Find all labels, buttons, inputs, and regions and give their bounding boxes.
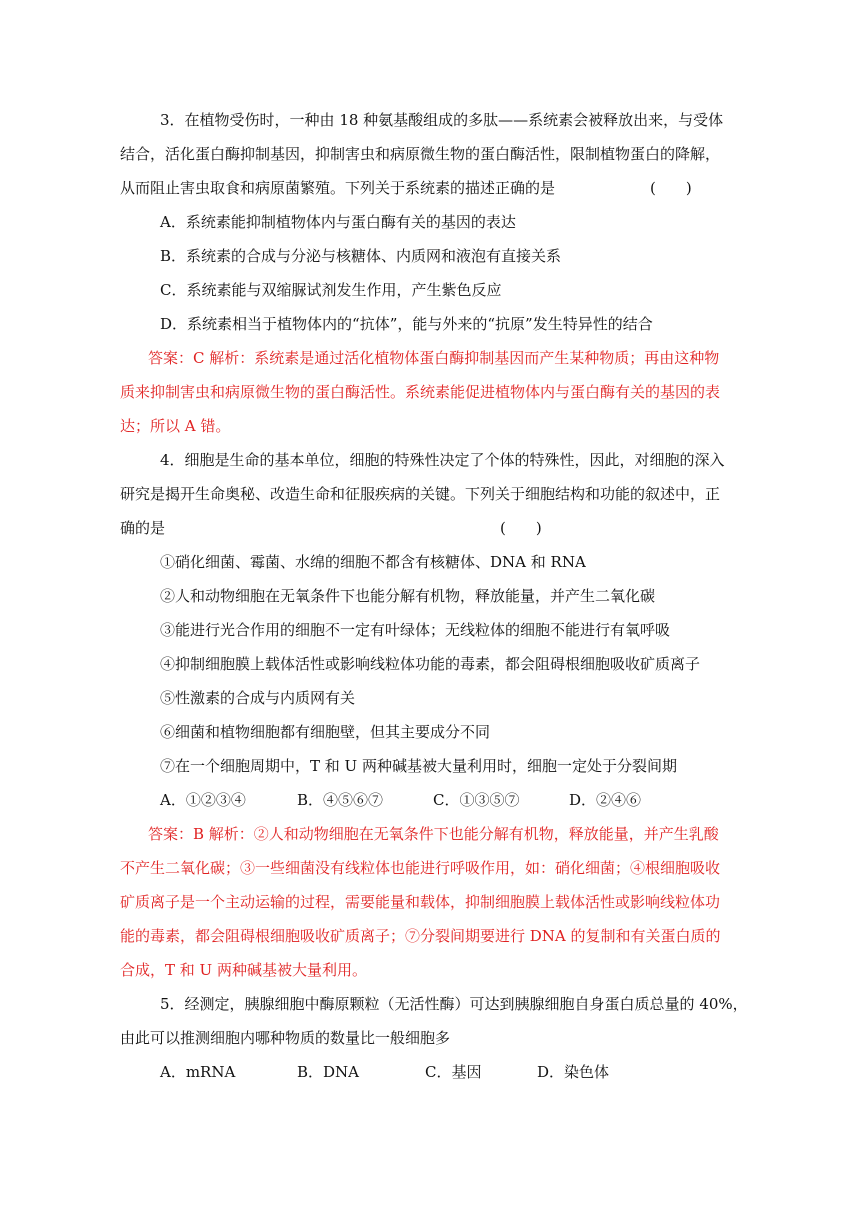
q5-option-d: D．染色体 [537, 1063, 610, 1081]
q3-answer-line-1: 答案：C 解析：系统素是通过活化植物体蛋白酶抑制基因而产生某种物质；再由这种物 [148, 349, 720, 367]
q4-answer-line-1: 答案：B 解析：②人和动物细胞在无氧条件下也能分解有机物，释放能量，并产生乳酸 [148, 825, 719, 843]
q3-option-d: D．系统素相当于植物体内的“抗体”，能与外来的“抗原”发生特异性的结合 [160, 315, 653, 333]
q4-answer-line-3: 矿质离子是一个主动运输的过程，需要能量和载体，抑制细胞膜上载体活性或影响线粒体功 [120, 893, 721, 911]
q5-option-a: A．mRNA [160, 1063, 236, 1081]
q5-option-b: B．DNA [297, 1063, 360, 1081]
q4-line-2: 研究是揭开生命奥秘、改造生命和征服疾病的关键。下列关于细胞结构和功能的叙述中，正 [120, 485, 721, 503]
q3-line-3: 从而阻止害虫取食和病原菌繁殖。下列关于系统素的描述正确的是 [120, 179, 556, 197]
q3-answer-paren: ( ) [650, 179, 692, 197]
q4-answer-paren: ( ) [500, 519, 542, 537]
q4-statement-7: ⑦在一个细胞周期中，T 和 U 两种碱基被大量利用时，细胞一定处于分裂间期 [160, 757, 677, 775]
q4-option-b: B．④⑤⑥⑦ [297, 791, 384, 809]
q4-statement-2: ②人和动物细胞在无氧条件下也能分解有机物，释放能量，并产生二氧化碳 [160, 587, 656, 605]
q5-line-1: 5．经测定，胰腺细胞中酶原颗粒（无活性酶）可达到胰腺细胞自身蛋白质总量的 40%， [160, 995, 748, 1013]
q4-answer-line-2: 不产生二氧化碳；③一些细菌没有线粒体也能进行呼吸作用，如：硝化细菌；④根细胞吸收 [120, 859, 721, 877]
q3-answer-line-2: 质来抑制害虫和病原微生物的蛋白酶活性。系统素能促进植物体内与蛋白酶有关的基因的表 [120, 383, 721, 401]
q5-line-2: 由此可以推测细胞内哪种物质的数量比一般细胞多 [120, 1029, 451, 1047]
q3-option-c: C．系统素能与双缩脲试剂发生作用，产生紫色反应 [160, 281, 502, 299]
q5-option-c: C．基因 [425, 1063, 482, 1081]
q4-option-a: A．①②③④ [160, 791, 246, 809]
q4-answer-line-5: 合成，T 和 U 两种碱基被大量利用。 [120, 961, 367, 979]
q4-statement-3: ③能进行光合作用的细胞不一定有叶绿体；无线粒体的细胞不能进行有氧呼吸 [160, 621, 671, 639]
q4-statement-1: ①硝化细菌、霉菌、水绵的细胞不都含有核糖体、DNA 和 RNA [160, 553, 586, 571]
q3-option-a: A．系统素能抑制植物体内与蛋白酶有关的基因的表达 [160, 213, 516, 231]
q4-statement-5: ⑤性激素的合成与内质网有关 [160, 689, 356, 707]
q3-line-1: 3．在植物受伤时，一种由 18 种氨基酸组成的多肽——系统素会被释放出来，与受体 [160, 111, 724, 129]
q4-line-1: 4．细胞是生命的基本单位，细胞的特殊性决定了个体的特殊性，因此，对细胞的深入 [160, 451, 725, 469]
q4-option-c: C．①③⑤⑦ [433, 791, 520, 809]
q4-statement-6: ⑥细菌和植物细胞都有细胞壁，但其主要成分不同 [160, 723, 491, 741]
q4-statement-4: ④抑制细胞膜上载体活性或影响线粒体功能的毒素，都会阻碍根细胞吸收矿质离子 [160, 655, 701, 673]
q4-line-3: 确的是 [120, 519, 166, 537]
q3-answer-line-3: 达；所以 A 错。 [120, 417, 231, 435]
q3-line-2: 结合，活化蛋白酶抑制基因，抑制害虫和病原微生物的蛋白酶活性，限制植物蛋白的降解， [120, 145, 721, 163]
q4-option-d: D．②④⑥ [569, 791, 642, 809]
q4-answer-line-4: 能的毒素，都会阻碍根细胞吸收矿质离子；⑦分裂间期要进行 DNA 的复制和有关蛋白质的 [120, 927, 721, 945]
q3-option-b: B．系统素的合成与分泌与核糖体、内质网和液泡有直接关系 [160, 247, 562, 265]
